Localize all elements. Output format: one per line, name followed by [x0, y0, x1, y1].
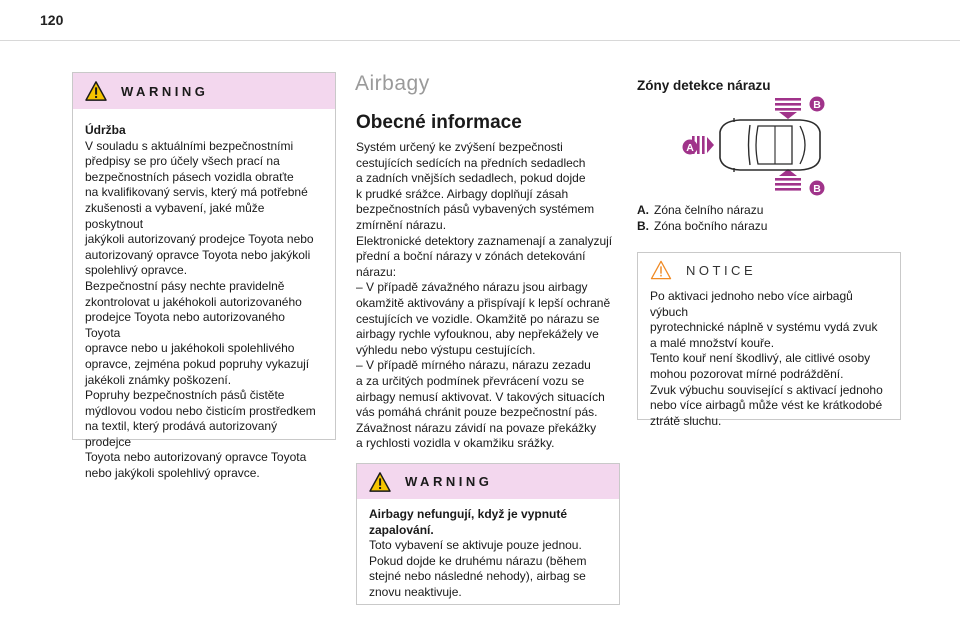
warning-header-label: WARNING — [405, 474, 493, 489]
warning-triangle-icon — [85, 81, 107, 101]
warning-body — [357, 499, 619, 611]
warning-heading: Údržba — [85, 123, 126, 137]
text-line: mýdlovou vodou nebo čisticím prostředkem — [85, 403, 316, 418]
warning-header — [73, 73, 335, 109]
text-line: Po aktivaci jednoho nebo více airbagů výbuch — [650, 289, 853, 319]
text-line: V souladu s aktuálními bezpečnostními — [85, 138, 294, 153]
zones-title: Zóny detekce nárazu — [637, 78, 771, 93]
text-line: Bezpečnostní pásy nechte pravidelně — [85, 278, 285, 293]
text-line: Systém určený ke zvýšení bezpečnosti — [356, 140, 563, 154]
heading-line: zapalování. — [369, 522, 434, 537]
text-line: prodejce Toyota nebo autorizovaného Toyota — [85, 310, 285, 340]
text-line: – V případě závažného nárazu jsou airbagy — [356, 280, 588, 295]
text-line: nebo jakýkoli spolehlivý opravce. — [85, 466, 260, 481]
text-line: airbagy nemusí aktivovat. V takových situacích — [356, 389, 605, 404]
warning-header-label: WARNING — [121, 83, 209, 99]
text-line: a zadních vnějších sedadlech, pokud dojde — [356, 171, 586, 186]
text-line: pyrotechnické náplně v systému vydá zvuk — [650, 320, 878, 335]
text-line: stejné nebo následné nehody), airbag se — [369, 569, 586, 584]
text-line: jakýkoli autorizovaný prodejce Toyota nebo — [85, 232, 314, 247]
text-line: znovu neaktivuje. — [369, 584, 462, 599]
text-line: cestujících ve vozidle. Okamžitě po nárazu se — [356, 311, 600, 326]
warning-heading — [369, 507, 607, 538]
text-line: jakékoli známky poškození. — [85, 372, 232, 387]
text-line: okamžitě aktivovány a přispívají k lepší ochraně — [356, 295, 611, 310]
text-line: Popruhy bezpečnostních pásů čistěte — [85, 388, 285, 403]
zone-label-b-bottom: B — [813, 183, 821, 195]
text-line: bezpečnostních pásů vybavených systémem — [356, 202, 595, 217]
impact-zones-figure — [680, 92, 830, 202]
text-line: Toyota nebo autorizovaný opravce Toyota — [85, 450, 307, 465]
zone-legend-item: B. Zóna bočního nárazu — [637, 219, 768, 233]
warning-text-lines — [85, 139, 323, 482]
notice-text-lines — [650, 289, 888, 429]
notice-triangle-icon — [650, 260, 672, 280]
text-line: – V případě mírného nárazu, nárazu zezadu — [356, 358, 591, 373]
text-line: spolehlivý opravce. — [85, 263, 188, 278]
warning-box-airbags — [356, 463, 620, 605]
zone-legend — [637, 202, 767, 234]
text-line: a malé množství kouře. — [650, 335, 775, 350]
text-line: opravce nebo u jakéhokoli spolehlivého — [85, 341, 295, 356]
text-line: bezpečnostních pásech vozidla obraťte — [85, 169, 294, 184]
general-info-text — [356, 140, 618, 452]
side-impact-arrows-bottom-icon — [775, 169, 801, 191]
notice-body — [638, 283, 900, 439]
text-line: k prudké srážce. Airbagy doplňují zásah — [356, 186, 569, 201]
text-line: Zvuk výbuchu související s aktivací jednoho — [650, 382, 883, 397]
text-line: Tento kouř není škodlivý, ale citlivé osoby — [650, 351, 871, 366]
text-line: Toto vybavení se aktivuje pouze jednou. — [369, 538, 582, 553]
text-line: Elektronické detektory zaznamenají a zanalyzují — [356, 233, 613, 248]
text-line: autorizovaný opravce Toyota nebo jakýkoli — [85, 247, 311, 262]
text-line: na kvalifikovaný servis, který má potřebné — [85, 185, 308, 200]
text-line: ztrátě sluchu. — [650, 413, 722, 428]
text-line: cestujících sedících na předních sedadlech — [356, 155, 586, 170]
text-line: mohou pozorovat mírné podráždění. — [650, 366, 844, 381]
notice-header-label: NOTICE — [686, 262, 757, 278]
text-line: na textil, který prodává autorizovaný prodejce — [85, 419, 278, 449]
text-line: vás pomáhá chránit pouze bezpečnostní pás. — [356, 405, 598, 420]
section-title: Airbagy — [355, 72, 430, 95]
warning-box-maintenance — [72, 72, 336, 481]
text-line: zkontrolovat u jakéhokoli autorizovaného — [85, 294, 302, 309]
side-impact-arrows-top-icon — [775, 98, 801, 119]
text-line: zkušenosti a vybavení, jaké může poskytnout — [85, 200, 265, 231]
top-rule — [0, 40, 960, 41]
text-line: nárazu: — [356, 264, 397, 279]
heading-line: Airbagy nefungují, když je vypnuté — [369, 507, 568, 521]
warning-triangle-icon — [369, 472, 391, 492]
text-line: airbagy rychle vyfouknou, aby nepřekážely ve — [356, 327, 599, 342]
text-line: a za určitých podmínek převrácení vozu se — [356, 373, 585, 388]
zone-label-a: A — [686, 142, 694, 154]
text-line: zmírnění nárazu. — [356, 217, 447, 232]
warning-body — [73, 109, 335, 492]
warning-header — [357, 464, 619, 499]
text-line: předpisy se pro účely všech prací na — [85, 154, 280, 169]
page-number: 120 — [40, 12, 64, 28]
sub-title: Obecné informace — [356, 112, 522, 133]
text-line: opravce, zejména pokud popruhy vykazují — [85, 356, 310, 371]
text-line: nebo více airbagů může vést ke krátkodobé — [650, 398, 883, 413]
text-line: Pokud dojde ke druhému nárazu (během — [369, 553, 587, 568]
text-line: přední a boční nárazy v zónách detekování — [356, 249, 586, 264]
warning-text-lines — [369, 538, 607, 600]
text-line: a rychlosti vozidla v okamžiku srážky. — [356, 436, 555, 451]
text-line: výhledu nebo výstupu cestujících. — [356, 342, 536, 357]
zone-label-b-top: B — [813, 99, 821, 111]
notice-header — [638, 253, 900, 283]
notice-box — [637, 252, 901, 428]
text-line: Závažnost nárazu závidí na povaze překážky — [356, 420, 597, 435]
car-top-view-icon — [720, 118, 820, 172]
zone-legend-item: A. Zóna čelního nárazu — [637, 203, 764, 217]
